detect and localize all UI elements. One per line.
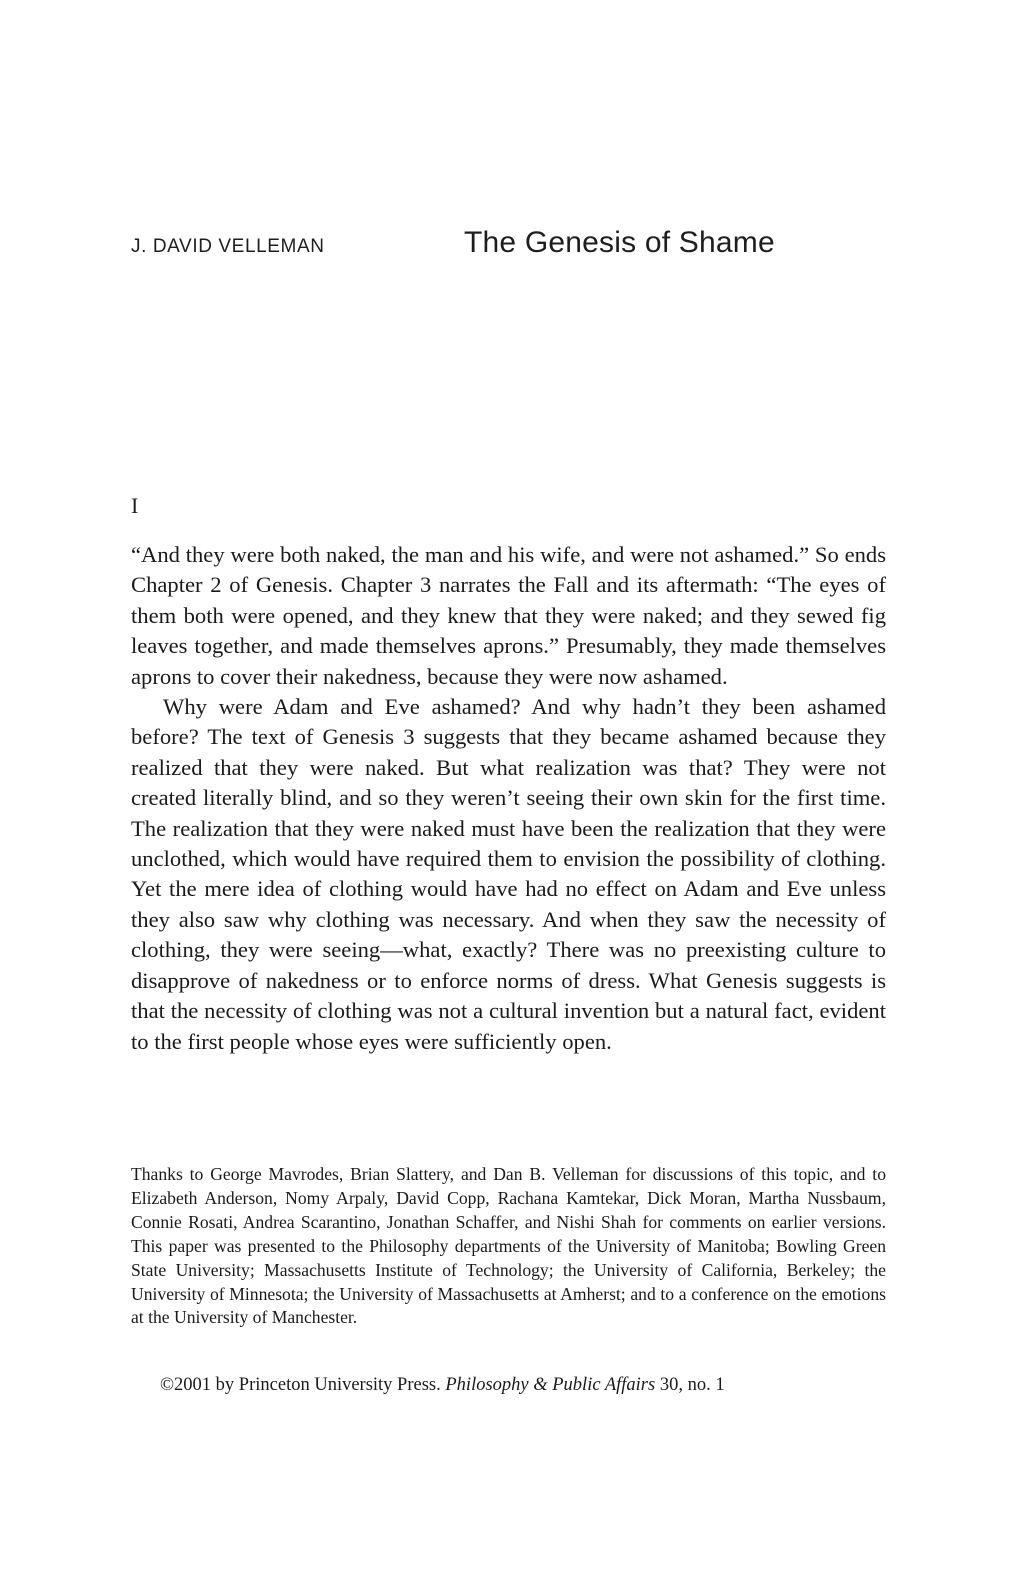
paragraph: “And they were both naked, the man and his wife, and were not ashamed.” So ends Chapter 2 of Genesis. Chapter 3 narrates the Fall and its aftermath: “The eyes of them both were opened, and they knew that they were naked; and they sewed fig leaves together, and made themselves aprons.” Presumably, they made themselves aprons to cover their nakedness, because they were now ashamed. [131, 542, 886, 689]
page-header [131, 226, 891, 266]
copyright-line [160, 1375, 725, 1396]
section-number: I [131, 493, 139, 518]
acknowledgment-footnote: Thanks to George Mavrodes, Brian Slattery, and Dan B. Velleman for discussions of this topic, and to Elizabeth Anderson, Nomy Arpaly, David Copp, Rachana Kamtekar, Dick Moran, Martha Nussbaum, Connie Rosati, Andrea Scarantino, Jonathan Schaffer, and Nishi Shah for comments on earlier versions. This paper was presented to the Philosophy departments of the University of Manitoba; Bowling Green State University; Massachusetts Institute of Technology; the University of California, Berkeley; the University of Minnesota; the University of Massachusetts at Amherst; and to a conference on the emotions at the University of Manchester. [131, 1164, 886, 1328]
journal-name: Philosophy & Public Affairs [445, 1375, 656, 1395]
copyright-prefix: ©2001 by Princeton University Press. [160, 1375, 441, 1395]
body-text [131, 540, 886, 1057]
article-title: The Genesis of Shame [464, 226, 775, 259]
author-name: J. DAVID VELLEMAN [131, 236, 325, 257]
journal-issue: 30, no. 1 [659, 1375, 725, 1395]
paragraph: Why were Adam and Eve ashamed? And why hadn’t they been ashamed before? The text of Genesis 3 suggests that they became ashamed because they realized that they were naked. But what realization was that? They were not created literally blind, and so they weren’t seeing their own skin for the first time. The realization that they were naked must have been the realization that they were unclothed, which would have required them to envision the possibility of clothing. Yet the mere idea of clothing would have had no effect on Adam and Eve unless they also saw why clothing was necessary. And when they saw the necessity of clothing, they were seeing—what, exactly? There was no preexisting culture to disapprove of nakedness or to enforce norms of dress. What Genesis suggests is that the necessity of clothing was not a cultural invention but a natural fact, evident to the first people whose eyes were sufficiently open. [131, 694, 886, 1054]
